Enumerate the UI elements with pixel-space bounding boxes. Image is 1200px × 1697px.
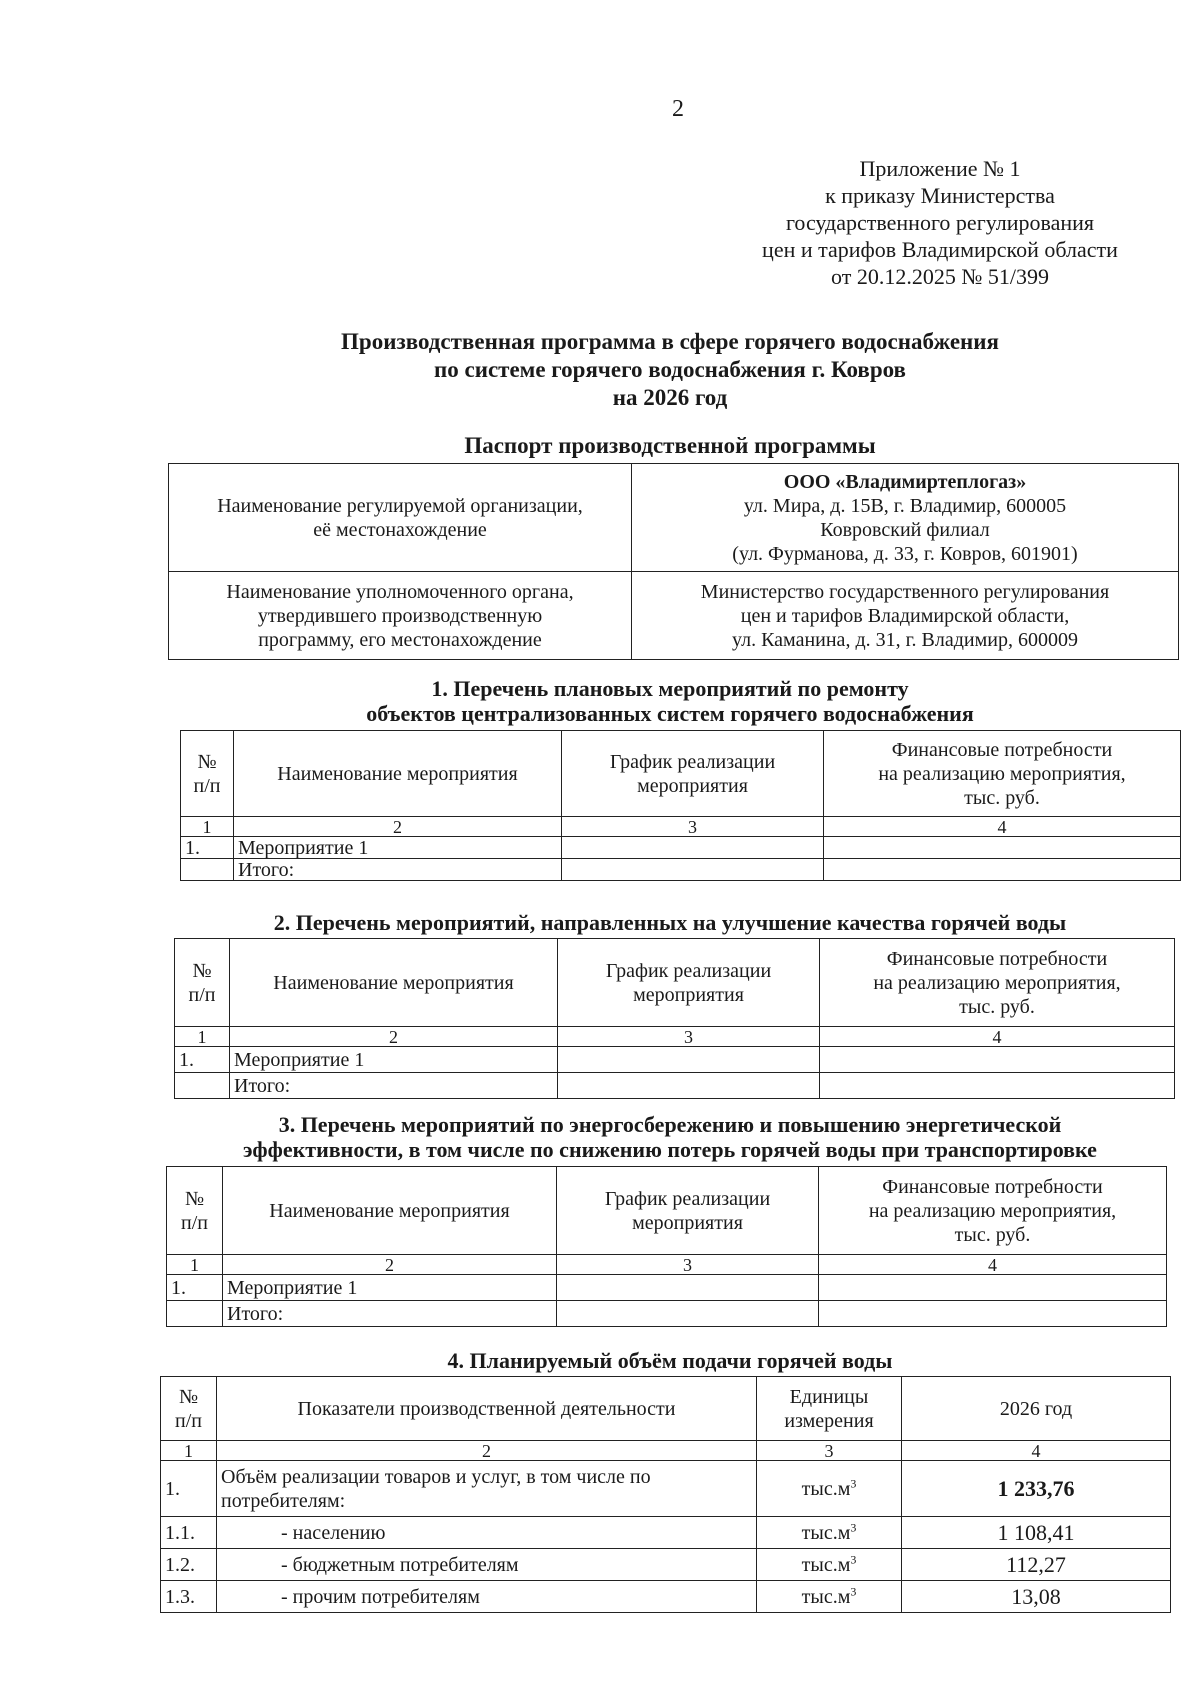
header-cell-year: 2026 год xyxy=(902,1377,1171,1441)
row-number xyxy=(181,859,234,881)
column-number: 2 xyxy=(217,1441,757,1461)
column-number: 4 xyxy=(820,1027,1175,1047)
header-cell-no: № п/п xyxy=(167,1167,223,1255)
column-number: 2 xyxy=(234,817,562,837)
row-schedule xyxy=(557,1301,819,1327)
column-number-row xyxy=(167,1255,1167,1275)
row-finance xyxy=(819,1275,1167,1301)
row-number: 1. xyxy=(167,1275,223,1301)
row-value: 1 108,41 xyxy=(902,1517,1171,1549)
table-total-row xyxy=(167,1301,1167,1327)
header-cell-indicator: Показатели производственной деятельности xyxy=(217,1377,757,1441)
appendix-line: от 20.12.2025 № 51/399 xyxy=(831,264,1049,289)
row-finance xyxy=(824,859,1181,881)
column-number-row xyxy=(161,1441,1171,1461)
table-row xyxy=(161,1461,1171,1517)
section2-heading: 2. Перечень мероприятий, направленных на улучшение качества горячей воды xyxy=(273,910,1067,935)
header-cell-finance: Финансовые потребности на реализацию мероприятия, тыс. руб. xyxy=(824,731,1181,817)
row-number: 1.2. xyxy=(161,1549,217,1581)
column-number: 2 xyxy=(230,1027,558,1047)
row-finance xyxy=(820,1047,1175,1073)
passport-label: Наименование регулируемой организации, xyxy=(217,494,583,517)
row-unit: $тыс.м^3$ xyxy=(757,1581,902,1613)
column-number-row xyxy=(181,817,1181,837)
column-number: 3 xyxy=(558,1027,820,1047)
row-value: 1 233,76 xyxy=(902,1461,1171,1517)
column-number: 3 xyxy=(757,1441,902,1461)
row-number: 1. xyxy=(181,837,234,859)
column-number: 1 xyxy=(175,1027,230,1047)
table-header-row xyxy=(181,731,1181,817)
header-cell-finance: Финансовые потребности на реализацию мероприятия, тыс. руб. xyxy=(820,939,1175,1027)
passport-heading: Паспорт производственной программы xyxy=(464,433,876,458)
row-finance xyxy=(819,1301,1167,1327)
row-number: 1.1. xyxy=(161,1517,217,1549)
appendix-line: к приказу Министерства xyxy=(825,183,1055,208)
row-finance xyxy=(820,1073,1175,1099)
table-header-row xyxy=(167,1167,1167,1255)
row-schedule xyxy=(562,859,824,881)
row-number: 1.3. xyxy=(161,1581,217,1613)
table-row xyxy=(167,1275,1167,1301)
row-total-label: Итого: xyxy=(230,1073,558,1099)
row-name: Мероприятие 1 xyxy=(234,837,562,859)
section2-table xyxy=(174,938,1175,1099)
row-indicator: - населению xyxy=(217,1517,757,1549)
appendix-block xyxy=(740,155,1140,290)
row-value: 112,27 xyxy=(902,1549,1171,1581)
column-number: 1 xyxy=(161,1441,217,1461)
column-number: 3 xyxy=(557,1255,819,1275)
row-schedule xyxy=(562,837,824,859)
row-unit: $тыс.м^3$ xyxy=(757,1461,902,1517)
table-row xyxy=(175,1047,1175,1073)
row-total-label: Итого: xyxy=(223,1301,557,1327)
passport-row xyxy=(169,464,1179,572)
header-cell-no: № п/п xyxy=(161,1377,217,1441)
row-indicator: Объём реализации товаров и услуг, в том числе по потребителям: xyxy=(217,1461,757,1517)
section1-table xyxy=(180,730,1181,881)
title-line: на 2026 год xyxy=(612,385,728,410)
appendix-line: Приложение № 1 xyxy=(859,156,1021,181)
section-heading-line: эффективности, в том числе по снижению потерь горячей воды при транспортировке xyxy=(243,1137,1097,1162)
row-name: Мероприятие 1 xyxy=(230,1047,558,1073)
column-number-row xyxy=(175,1027,1175,1047)
section-heading-line: 1. Перечень плановых мероприятий по ремонту xyxy=(431,676,909,701)
row-schedule xyxy=(558,1047,820,1073)
column-number: 4 xyxy=(824,817,1181,837)
table-row xyxy=(161,1517,1171,1549)
table-row xyxy=(161,1549,1171,1581)
header-cell-schedule: График реализации мероприятия xyxy=(558,939,820,1027)
row-number: 1. xyxy=(161,1461,217,1517)
column-number: 2 xyxy=(223,1255,557,1275)
header-cell-finance: Финансовые потребности на реализацию мероприятия, тыс. руб. xyxy=(819,1167,1167,1255)
row-name: Мероприятие 1 xyxy=(223,1275,557,1301)
row-indicator: - бюджетным потребителям xyxy=(217,1549,757,1581)
passport-row xyxy=(169,572,1179,660)
column-number: 3 xyxy=(562,817,824,837)
appendix-line: цен и тарифов Владимирской области xyxy=(762,237,1118,262)
passport-label: программу, его местонахождение xyxy=(258,628,542,651)
column-number: 1 xyxy=(181,817,234,837)
row-schedule xyxy=(558,1073,820,1099)
branch-address: (ул. Фурманова, д. 33, г. Ковров, 601901) xyxy=(732,542,1078,565)
column-number: 1 xyxy=(167,1255,223,1275)
header-cell-schedule: График реализации мероприятия xyxy=(557,1167,819,1255)
passport-value-cell xyxy=(632,572,1179,660)
passport-table xyxy=(168,463,1179,660)
passport-label: утвердившего производственную xyxy=(257,604,543,627)
passport-label: Наименование уполномоченного органа, xyxy=(226,580,574,603)
header-cell-no: № п/п xyxy=(175,939,230,1027)
title-line: Производственная программа в сфере горячего водоснабжения xyxy=(341,329,999,354)
column-number: 4 xyxy=(819,1255,1167,1275)
table-total-row xyxy=(175,1073,1175,1099)
header-cell-schedule: График реализации мероприятия xyxy=(562,731,824,817)
table-total-row xyxy=(181,859,1181,881)
section1-heading xyxy=(160,676,1180,726)
row-total-label: Итого: xyxy=(234,859,562,881)
row-unit: $тыс.м^3$ xyxy=(757,1517,902,1549)
organization-address: ул. Мира, д. 15В, г. Владимир, 600005 xyxy=(743,494,1067,517)
header-cell-unit: Единицы измерения xyxy=(757,1377,902,1441)
section3-heading xyxy=(160,1112,1180,1162)
authority-address: ул. Каманина, д. 31, г. Владимир, 600009 xyxy=(732,628,1078,651)
column-number: 4 xyxy=(902,1441,1171,1461)
header-cell-name: Наименование мероприятия xyxy=(223,1167,557,1255)
header-cell-name: Наименование мероприятия xyxy=(234,731,562,817)
passport-label-cell xyxy=(169,464,632,572)
table-header-row xyxy=(175,939,1175,1027)
section-heading-line: 3. Перечень мероприятий по энергосбережению и повышению энергетической xyxy=(278,1112,1062,1137)
section-heading-line: объектов централизованных систем горячего водоснабжения xyxy=(366,701,974,726)
row-schedule xyxy=(557,1275,819,1301)
authority-name: цен и тарифов Владимирской области, xyxy=(740,604,1070,627)
section4-heading: 4. Планируемый объём подачи горячей воды xyxy=(447,1348,893,1373)
header-cell-name: Наименование мероприятия xyxy=(230,939,558,1027)
appendix-line: государственного регулирования xyxy=(785,210,1095,235)
section4-table xyxy=(160,1376,1171,1613)
row-number: 1. xyxy=(175,1047,230,1073)
passport-label: её местонахождение xyxy=(313,518,487,541)
row-unit: $тыс.м^3$ xyxy=(757,1549,902,1581)
section3-table xyxy=(166,1166,1167,1327)
header-cell-no: № п/п xyxy=(181,731,234,817)
passport-label-cell xyxy=(169,572,632,660)
row-number xyxy=(167,1301,223,1327)
table-row xyxy=(181,837,1181,859)
table-header-row xyxy=(161,1377,1171,1441)
passport-value-cell xyxy=(632,464,1179,572)
row-value: 13,08 xyxy=(902,1581,1171,1613)
document-title xyxy=(160,328,1180,412)
row-indicator: - прочим потребителям xyxy=(217,1581,757,1613)
page-number: 2 xyxy=(672,96,684,122)
authority-name: Министерство государственного регулирования xyxy=(700,580,1110,603)
branch-name: Ковровский филиал xyxy=(820,518,990,541)
table-row xyxy=(161,1581,1171,1613)
row-finance xyxy=(824,837,1181,859)
organization-name: ООО «Владимиртеплогаз» xyxy=(783,470,1027,493)
title-line: по системе горячего водоснабжения г. Ковров xyxy=(434,357,906,382)
row-number xyxy=(175,1073,230,1099)
